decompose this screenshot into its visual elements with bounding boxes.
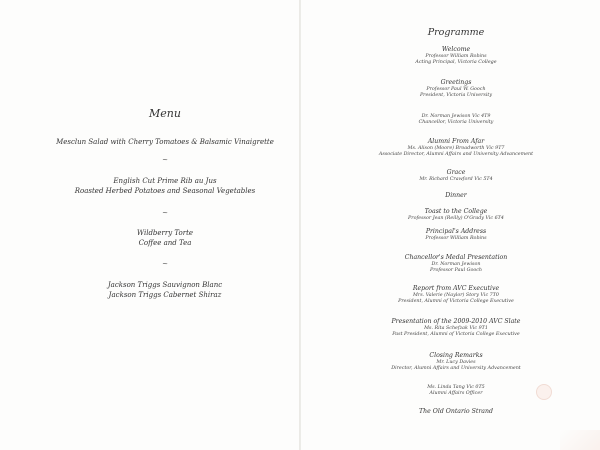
programme-item-avc-slate bbox=[322, 318, 590, 338]
programme-item-toast bbox=[322, 208, 590, 222]
programme-item-chancellor bbox=[322, 114, 590, 126]
programme-item-avc-report bbox=[322, 285, 590, 305]
programme-item-line: Dr. Norman Jewison Vic 4T9 bbox=[421, 114, 491, 119]
programme-item-line: Professor Jean (Reilly) O'Grady Vic 6T4 bbox=[408, 215, 504, 221]
programme-item-heading: Presentation of the 2009-2010 AVC Slate bbox=[391, 318, 521, 325]
programme-item-line: Mrs. Valerie (Naylor) Story Vic 7T0 bbox=[413, 292, 499, 298]
menu-course-main-sides: Roasted Herbed Potatoes and Seasonal Vegetables bbox=[74, 187, 256, 195]
programme-item-line: Professor William Robins bbox=[425, 53, 487, 59]
programme-item-heading: Dinner bbox=[445, 192, 467, 199]
programme-item-line: Professor William Robins bbox=[425, 235, 487, 241]
programme-item-dinner bbox=[322, 192, 590, 200]
programme-item-line: Mr. Lucy Davies bbox=[436, 359, 476, 365]
programme-item-chancellors-medal bbox=[322, 254, 590, 274]
programme-item-line: President, Victoria University bbox=[419, 92, 493, 98]
programme-item-heading: Chancellor's Medal Presentation bbox=[404, 254, 508, 261]
programme-item-line: Past President, Alumni of Victoria College Executive bbox=[392, 331, 520, 337]
menu-course-salad: Mesclun Salad with Cherry Tomatoes & Balsamic Vinaigrette bbox=[56, 138, 274, 146]
programme-item-greetings bbox=[322, 79, 590, 99]
programme-item-heading: Toast to the College bbox=[424, 208, 488, 215]
menu-separator: ~ bbox=[162, 156, 168, 164]
menu-course-dessert: Wildberry Torte bbox=[136, 229, 194, 237]
menu-separator: ~ bbox=[162, 260, 168, 268]
programme-item-grace bbox=[322, 169, 590, 183]
programme-item-line: Professor Paul W. Gooch bbox=[426, 86, 486, 92]
paper-stain bbox=[560, 430, 600, 450]
programme-item-heading: Welcome bbox=[441, 46, 471, 53]
programme-title: Programme bbox=[427, 27, 485, 38]
programme-item-line: Ms. Rita Schefzak Vic 9T1 bbox=[424, 325, 488, 331]
paper-blemish bbox=[536, 384, 552, 400]
programme-item-line: Mr. Richard Crawford Vic 5T4 bbox=[419, 176, 493, 182]
center-fold bbox=[299, 0, 301, 450]
programme-item-heading: Alumni From Afar bbox=[427, 138, 485, 145]
menu-course-main: English Cut Prime Rib au Jus bbox=[113, 177, 217, 185]
programme-item-closing-remarks bbox=[322, 352, 590, 372]
programme-item-heading: Grace bbox=[446, 169, 466, 176]
menu-course-beverage: Coffee and Tea bbox=[138, 239, 192, 247]
menu-separator: ~ bbox=[162, 209, 168, 217]
menu-wine-white: Jackson Triggs Sauvignon Blanc bbox=[107, 281, 223, 289]
programme-item-line: Dr. Norman Jewison bbox=[431, 261, 481, 267]
programme-item-line: Alumni Affairs Officer bbox=[429, 391, 483, 397]
programme-item-line: Director, Alumni Affairs and University Advancement bbox=[391, 365, 521, 371]
programme-item-welcome bbox=[322, 46, 590, 66]
programme-item-heading: Report from AVC Executive bbox=[412, 285, 500, 292]
programme-item-heading: The Old Ontario Strand bbox=[419, 408, 493, 415]
programme-item-line: Chancellor, Victoria University bbox=[418, 120, 494, 126]
menu-title: Menu bbox=[149, 107, 181, 120]
programme-item-heading: Greetings bbox=[440, 79, 472, 86]
programme-item-line: Ms. Alison (Moore) Broadworth Vic 9T7 bbox=[407, 145, 505, 151]
programme-item-line: Ms. Linda Tang Vic 0T5 bbox=[427, 385, 485, 390]
programme-item-line: President, Alumni of Victoria College Executive bbox=[398, 298, 514, 304]
programme-item-heading: Closing Remarks bbox=[429, 352, 483, 359]
programme-item-principals-address bbox=[322, 228, 590, 242]
programme-item-old-ontario-strand bbox=[322, 408, 590, 416]
programme-item-heading: Principal's Address bbox=[425, 228, 487, 235]
programme-item-line: Professor Paul Gooch bbox=[429, 267, 483, 273]
programme-item-line: Associate Director, Alumni Affairs and University Advancement bbox=[378, 151, 534, 157]
menu-wine-red: Jackson Triggs Cabernet Shiraz bbox=[108, 291, 222, 299]
programme-item-line: Acting Principal, Victoria College bbox=[415, 59, 497, 65]
programme-item-alumni-from-afar bbox=[322, 138, 590, 158]
